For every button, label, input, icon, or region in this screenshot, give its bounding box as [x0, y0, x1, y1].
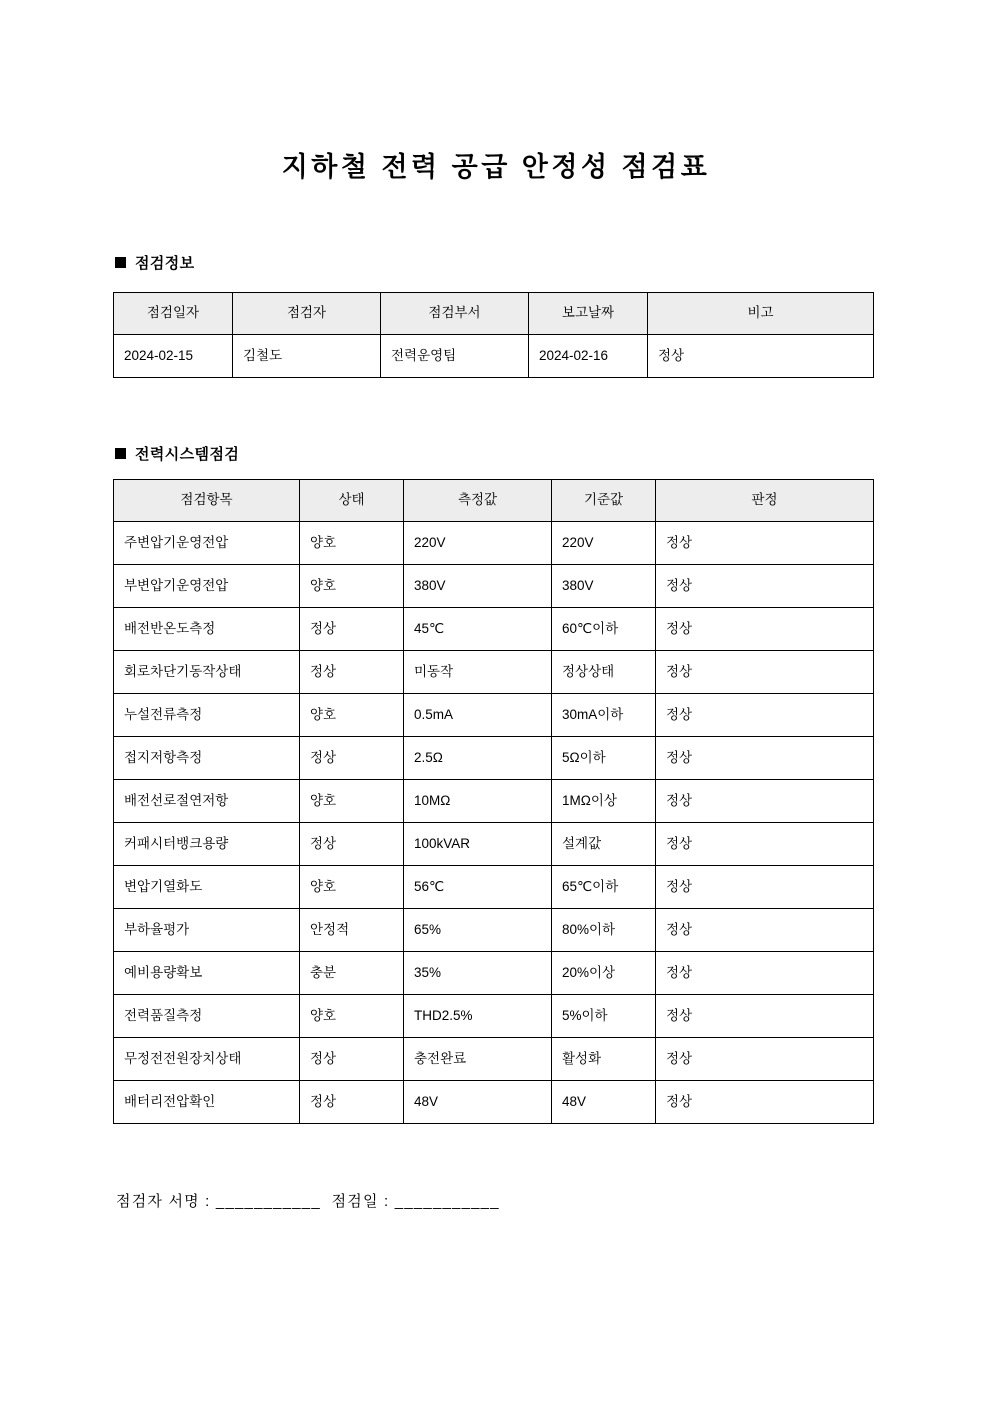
cell-inspection-item: 무정전전원장치상태 — [114, 1038, 300, 1081]
cell-judgement: 정상 — [656, 608, 874, 651]
table-row — [114, 780, 874, 823]
cell-judgement: 정상 — [656, 995, 874, 1038]
cell-standard-value: 5Ω이하 — [552, 737, 656, 780]
cell-standard-value: 정상상태 — [552, 651, 656, 694]
cell-measured-value: 45℃ — [404, 608, 552, 651]
column-header-report-date: 보고날짜 — [529, 293, 648, 335]
cell-inspection-item: 변압기열화도 — [114, 866, 300, 909]
cell-standard-value: 220V — [552, 522, 656, 565]
cell-measured-value: 100kVAR — [404, 823, 552, 866]
column-header-inspection-item: 점검항목 — [114, 480, 300, 522]
cell-standard-value: 1MΩ이상 — [552, 780, 656, 823]
cell-inspection-item: 배전선로절연저항 — [114, 780, 300, 823]
cell-judgement: 정상 — [656, 694, 874, 737]
column-header-status: 상태 — [300, 480, 404, 522]
table-body — [114, 335, 874, 378]
page-title: 지하철 전력 공급 안정성 점검표 — [281, 152, 711, 183]
cell-measured-value: 380V — [404, 565, 552, 608]
cell-standard-value: 60℃이하 — [552, 608, 656, 651]
cell-status: 양호 — [300, 780, 404, 823]
cell-report-date: 2024-02-16 — [529, 335, 648, 378]
cell-measured-value: 56℃ — [404, 866, 552, 909]
cell-measured-value: 10MΩ — [404, 780, 552, 823]
cell-inspection-item: 배전반온도측정 — [114, 608, 300, 651]
cell-measured-value: 48V — [404, 1081, 552, 1124]
cell-standard-value: 설계값 — [552, 823, 656, 866]
cell-status: 정상 — [300, 1038, 404, 1081]
table-row — [114, 651, 874, 694]
cell-standard-value: 20%이상 — [552, 952, 656, 995]
section-heading-label: 전력시스템점검 — [135, 446, 240, 463]
table-body — [114, 522, 874, 1124]
cell-inspection-item: 회로차단기동작상태 — [114, 651, 300, 694]
table-header-row — [114, 293, 874, 335]
signature-line: 점검자 서명 : ___________ 점검일 : ___________ — [116, 1193, 500, 1210]
cell-judgement: 정상 — [656, 651, 874, 694]
cell-status: 정상 — [300, 1081, 404, 1124]
cell-measured-value: 충전완료 — [404, 1038, 552, 1081]
cell-status: 양호 — [300, 565, 404, 608]
cell-measured-value: 65% — [404, 909, 552, 952]
cell-inspection-item: 주변압기운영전압 — [114, 522, 300, 565]
cell-status: 양호 — [300, 866, 404, 909]
cell-judgement: 정상 — [656, 780, 874, 823]
table-row — [114, 995, 874, 1038]
column-header-measured-value: 측정값 — [404, 480, 552, 522]
cell-status: 안정적 — [300, 909, 404, 952]
column-header-inspection-department: 점검부서 — [381, 293, 529, 335]
table-row — [114, 952, 874, 995]
cell-judgement: 정상 — [656, 866, 874, 909]
cell-status: 양호 — [300, 995, 404, 1038]
cell-measured-value: 0.5mA — [404, 694, 552, 737]
cell-judgement: 정상 — [656, 952, 874, 995]
cell-inspection-date: 2024-02-15 — [114, 335, 233, 378]
table-header-row-group — [114, 480, 874, 522]
cell-status: 양호 — [300, 694, 404, 737]
cell-standard-value: 80%이하 — [552, 909, 656, 952]
cell-measured-value: 35% — [404, 952, 552, 995]
cell-inspector: 김철도 — [233, 335, 381, 378]
cell-standard-value: 5%이하 — [552, 995, 656, 1038]
cell-measured-value: 미동작 — [404, 651, 552, 694]
cell-judgement: 정상 — [656, 565, 874, 608]
cell-judgement: 정상 — [656, 823, 874, 866]
cell-status: 정상 — [300, 737, 404, 780]
cell-judgement: 정상 — [656, 1038, 874, 1081]
cell-inspection-item: 전력품질측정 — [114, 995, 300, 1038]
cell-standard-value: 30mA이하 — [552, 694, 656, 737]
table-row — [114, 1081, 874, 1124]
cell-judgement: 정상 — [656, 522, 874, 565]
section-heading-power-system-inspection — [115, 443, 239, 464]
cell-status: 정상 — [300, 651, 404, 694]
table-row — [114, 522, 874, 565]
cell-status: 양호 — [300, 522, 404, 565]
cell-inspection-item: 누설전류측정 — [114, 694, 300, 737]
power-system-inspection-table — [113, 479, 874, 1124]
section-heading-label: 점검정보 — [135, 255, 195, 272]
cell-status: 충분 — [300, 952, 404, 995]
cell-inspection-item: 접지저항측정 — [114, 737, 300, 780]
cell-standard-value: 65℃이하 — [552, 866, 656, 909]
column-header-inspection-date: 점검일자 — [114, 293, 233, 335]
table-row — [114, 694, 874, 737]
cell-standard-value: 380V — [552, 565, 656, 608]
square-bullet-icon — [115, 448, 126, 459]
column-header-remarks: 비고 — [648, 293, 874, 335]
cell-inspection-item: 배터리전압확인 — [114, 1081, 300, 1124]
table-row — [114, 823, 874, 866]
cell-inspection-item: 부하율평가 — [114, 909, 300, 952]
cell-status: 정상 — [300, 608, 404, 651]
cell-inspection-item: 커패시터뱅크용량 — [114, 823, 300, 866]
table-row — [114, 866, 874, 909]
column-header-standard-value: 기준값 — [552, 480, 656, 522]
cell-standard-value: 활성화 — [552, 1038, 656, 1081]
table-header-row — [114, 480, 874, 522]
table-row — [114, 565, 874, 608]
cell-measured-value: 220V — [404, 522, 552, 565]
table-row — [114, 1038, 874, 1081]
cell-judgement: 정상 — [656, 737, 874, 780]
table-row — [114, 335, 874, 378]
cell-judgement: 정상 — [656, 909, 874, 952]
table-row — [114, 608, 874, 651]
table-row — [114, 909, 874, 952]
table-row — [114, 737, 874, 780]
cell-measured-value: THD2.5% — [404, 995, 552, 1038]
cell-inspection-item: 부변압기운영전압 — [114, 565, 300, 608]
cell-remarks: 정상 — [648, 335, 874, 378]
square-bullet-icon — [115, 257, 126, 268]
table-header-row-group — [114, 293, 874, 335]
cell-judgement: 정상 — [656, 1081, 874, 1124]
inspection-info-table — [113, 292, 874, 378]
cell-measured-value: 2.5Ω — [404, 737, 552, 780]
cell-inspection-department: 전력운영팀 — [381, 335, 529, 378]
cell-status: 정상 — [300, 823, 404, 866]
cell-standard-value: 48V — [552, 1081, 656, 1124]
column-header-inspector: 점검자 — [233, 293, 381, 335]
section-heading-inspection-info — [115, 252, 195, 273]
cell-inspection-item: 예비용량확보 — [114, 952, 300, 995]
column-header-judgement: 판정 — [656, 480, 874, 522]
